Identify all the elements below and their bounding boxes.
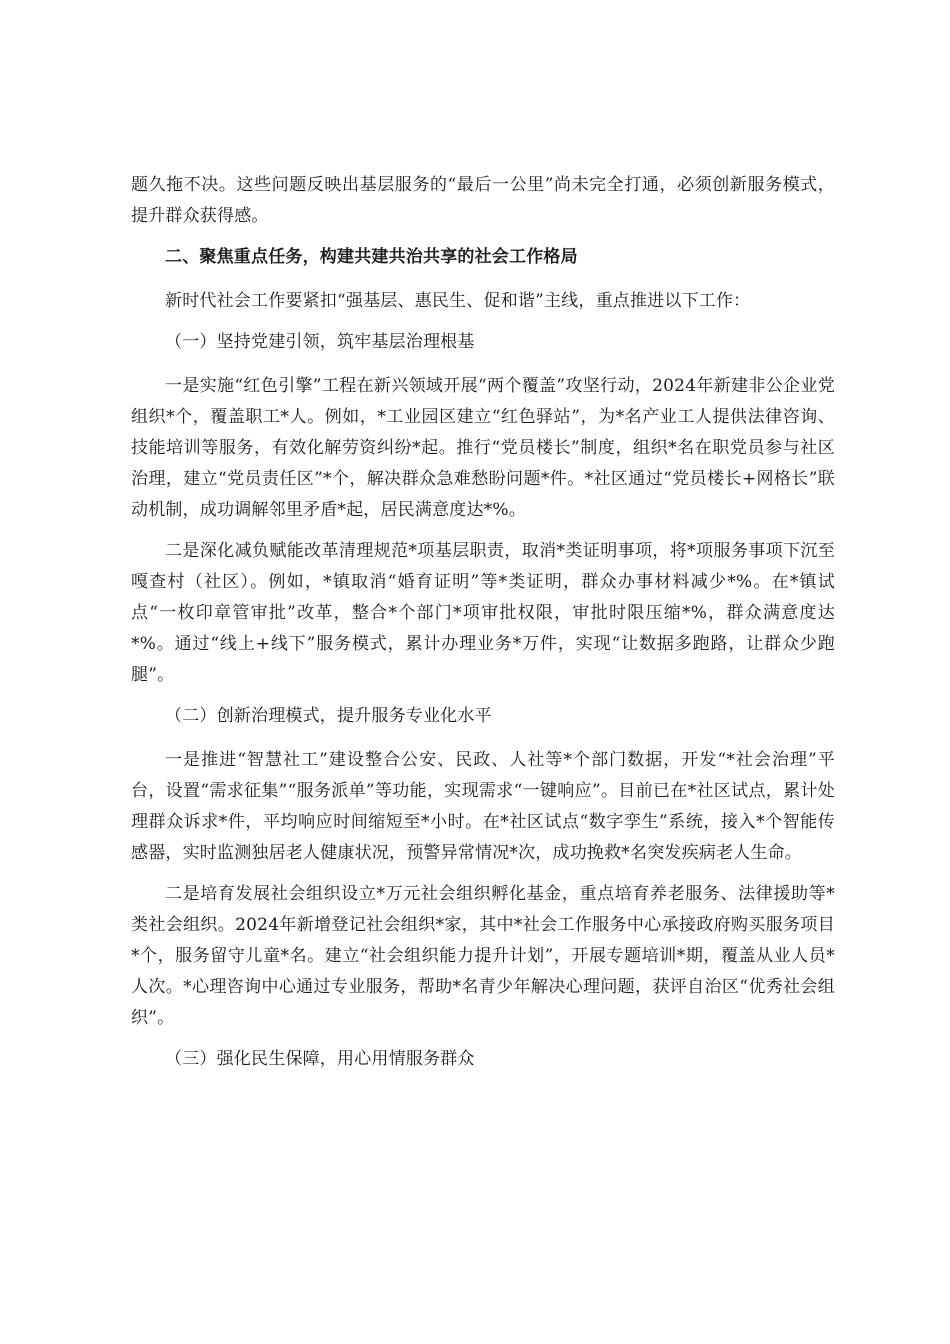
subsection-title-2: （二）创新治理模式，提升服务专业化水平 <box>165 706 492 726</box>
intro-paragraph: 新时代社会工作要紧扣“强基层、惠民生、促和谐”主线，重点推进以下工作： <box>165 291 751 311</box>
subsection-title-1: （一）坚持党建引领，筑牢基层治理根基 <box>165 332 475 352</box>
paragraph-burden-reduction: 二是深化减负赋能改革清理规范*项基层职责，取消*类证明事项，将*项服务事项下沉至嘎查村（社区）。例如，*镇取消“婚育证明”等*类证明，群众办事材料减少*%。在*镇试点“一枚印章管审批”改革，整合*个部门*项审批权限，审批时限压缩*%，群众满意度达*%。通过“线上+线下”服务模式，累计办理业务*万件，实现“让数据多跑路，让群众少跑腿”。 <box>131 541 835 685</box>
paragraph-red-engine: 一是实施“红色引擎”工程在新兴领域开展“两个覆盖”攻坚行动，2024年新建非公企业党组织*个，覆盖职工*人。例如，*工业园区建立“红色驿站”，为*名产业工人提供法律咨询、技能培训等服务，有效化解劳资纠纷*起。推行“党员楼长”制度，组织*名在职党员参与社区治理，建立“党员责任区”*个，解决群众急难愁盼问题*件。*社区通过“党员楼长+网格长”联动机制，成功调解邻里矛盾*起，居民满意度达*%。 <box>131 376 835 520</box>
section-heading: 二、聚焦重点任务，构建共建共治共享的社会工作格局 <box>165 247 578 267</box>
document-page <box>131 170 835 1088</box>
paragraph-smart-social-work: 一是推进“智慧社工”建设整合公安、民政、人社等*个部门数据，开发“*社会治理”平台，设置“需求征集”“服务派单”等功能，实现需求“一键响应”。目前已在*社区试点，累计处理群众诉求*件，平均响应时间缩短至*小时。在*社区试点“数字孪生”系统，接入*个智能传感器，实时监测独居老人健康状况，预警异常情况*次，成功挽救*名突发疾病老人生命。 <box>131 750 835 863</box>
subsection-title-3: （三）强化民生保障，用心用情服务群众 <box>165 1049 475 1069</box>
paragraph-continuation: 题久拖不决。这些问题反映出基层服务的“最后一公里”尚未完全打通，必须创新服务模式，提升群众获得感。 <box>131 175 835 226</box>
paragraph-social-organizations: 二是培育发展社会组织设立*万元社会组织孵化基金，重点培育养老服务、法律援助等*类社会组织。2024年新增登记社会组织*家，其中*社会工作服务中心承接政府购买服务项目*个，服务留守儿童*名。建立“社会组织能力提升计划”，开展专题培训*期，覆盖从业人员*人次。*心理咨询中心通过专业服务，帮助*名青少年解决心理问题，获评自治区“优秀社会组织”。 <box>131 884 835 1028</box>
